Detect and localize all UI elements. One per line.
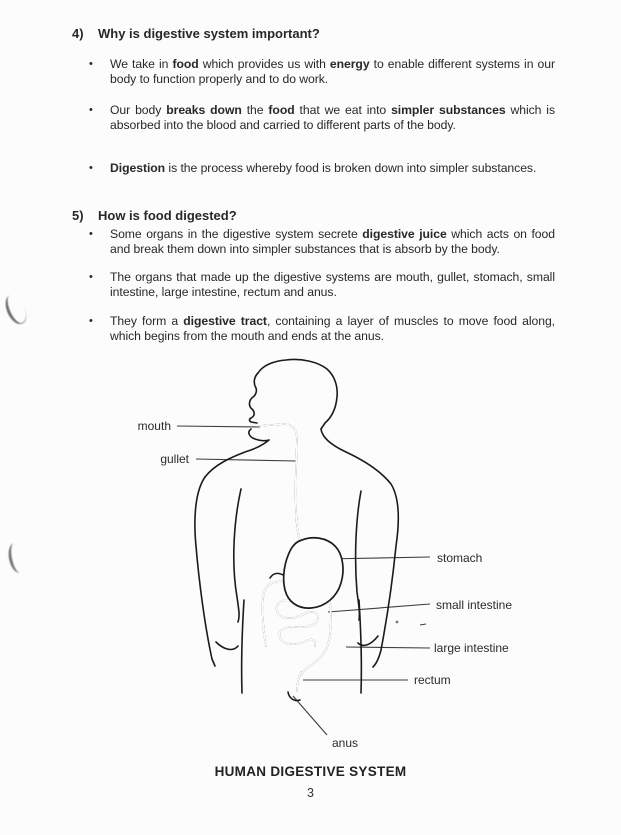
- digestive-system-diagram: [0, 352, 621, 760]
- gullet-tube: [259, 424, 300, 542]
- bullet-marker: •: [89, 271, 93, 283]
- bullet-marker: •: [89, 58, 93, 70]
- left-hand-hint: [216, 642, 238, 649]
- diagram-caption: HUMAN DIGESTIVE SYSTEM: [214, 764, 407, 779]
- label-large-intestine: large intestine: [434, 641, 509, 655]
- label-small-intestine: small intestine: [436, 598, 513, 612]
- scan-speck: [396, 621, 399, 624]
- gullet-leader-line: [196, 459, 296, 461]
- left-arm-inner: [234, 489, 241, 622]
- bullet-item: [72, 270, 555, 300]
- section-number: 4): [72, 26, 84, 41]
- bullet-item: [72, 314, 555, 344]
- bullet-text: They form a digestive tract, containing a layer of muscles to move food along, which begins from the mouth and ends at the anus.: [110, 314, 556, 343]
- bullet-item: [72, 57, 555, 87]
- scan-specks: [396, 621, 426, 625]
- bullet-item: [72, 103, 555, 133]
- stomach-shape: [284, 538, 343, 608]
- bullet-item: [72, 161, 555, 176]
- left-hip-line: [242, 600, 244, 693]
- bullet-text: We take in food which provides us with energy to enable different systems in our body to function properly and to do work.: [110, 57, 555, 86]
- scan-speck: [420, 624, 426, 625]
- head-outline: [258, 359, 337, 429]
- section-4-heading: [72, 26, 555, 42]
- section-number: 5): [72, 208, 84, 223]
- bullet-marker: •: [89, 315, 93, 327]
- bullet-text: The organs that made up the digestive systems are mouth, gullet, stomach, small intestine, large intestine, rectum and anus.: [110, 270, 555, 299]
- bullet-text: Our body breaks down the food that we eat into simpler substances which is absorbed into the blood and carried to different parts of the body.: [110, 103, 556, 132]
- bullet-marker: •: [89, 104, 93, 116]
- section-4: [72, 26, 555, 192]
- right-hip-line: [359, 600, 361, 693]
- rectum-tube-inner: [297, 672, 301, 691]
- bullet-text: Digestion is the process whereby food is broken down into simpler substances.: [110, 161, 537, 175]
- section-title: How is food digested?: [98, 208, 237, 223]
- mouth-leader-line: [177, 426, 260, 427]
- section-5: [72, 208, 555, 360]
- anus-fold: [288, 692, 300, 701]
- face-profile: [249, 373, 258, 423]
- section-title: Why is digestive system important?: [98, 26, 320, 41]
- scan-artifact: [1, 292, 30, 328]
- left-arm-outer: [195, 477, 215, 666]
- label-anus: anus: [332, 736, 359, 750]
- label-mouth: mouth: [137, 419, 171, 433]
- bullet-item: [72, 227, 555, 257]
- anus-leader-line: [293, 696, 327, 735]
- page-number: 3: [307, 786, 314, 800]
- bullet-text: Some organs in the digestive system secrete digestive juice which acts on food and break them down into simpler substances that is absorb by the body.: [110, 227, 555, 256]
- gullet-tube-inner: [259, 424, 300, 542]
- label-stomach: stomach: [437, 551, 483, 565]
- digestive-tract: [259, 424, 343, 701]
- small-intestine-leader-line: [328, 604, 430, 612]
- label-rectum: rectum: [414, 673, 451, 687]
- label-gullet: gullet: [160, 452, 189, 466]
- bullet-marker: •: [89, 162, 93, 174]
- chin-neck-outline: [205, 429, 269, 477]
- large-intestine-leader-line: [346, 647, 430, 648]
- bullet-marker: •: [89, 228, 93, 240]
- section-5-heading: [72, 208, 555, 224]
